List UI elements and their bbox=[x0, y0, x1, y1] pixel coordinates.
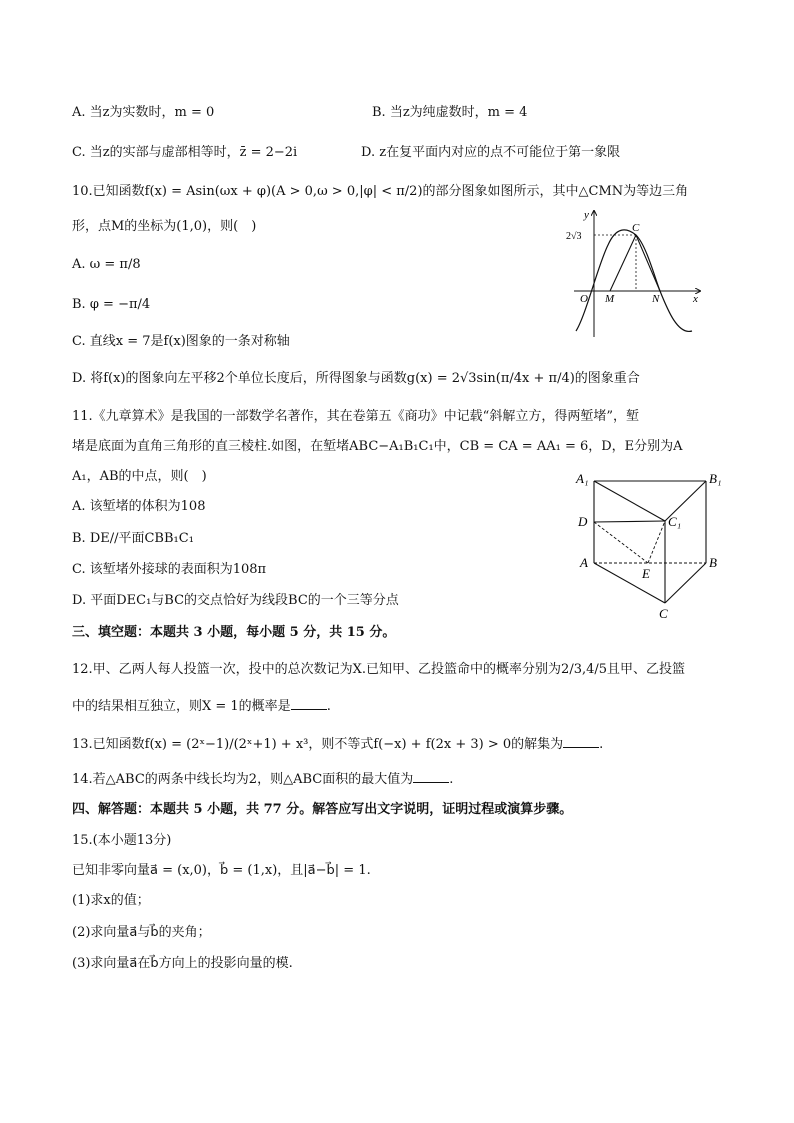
label-d: D bbox=[578, 514, 588, 529]
q9-option-c: C. 当z的实部与虚部相等时，z̄ = 2−2i bbox=[72, 145, 298, 160]
label-e: E bbox=[642, 566, 650, 581]
label-c: C bbox=[632, 222, 640, 234]
q10-sine-graph-figure bbox=[560, 205, 710, 340]
q15-part-3: (3)求向量a⃗在b⃗方向上的投影向量的模. bbox=[72, 956, 293, 971]
q15-heading: 15.(本小题13分) bbox=[72, 833, 172, 848]
label-ymax: 2√3 bbox=[566, 231, 582, 242]
label-a1: A₁ bbox=[576, 471, 589, 486]
label-c: C bbox=[659, 606, 668, 621]
q15-part-2: (2)求向量a⃗与b⃗的夹角； bbox=[72, 925, 211, 940]
q11-stem-line2: 堵是底面为直角三角形的直三棱柱.如图，在堑堵ABC−A₁B₁C₁中，CB = CA = AA₁ = 6，D，E分别为A bbox=[72, 439, 683, 454]
q12-line1: 12.甲、乙两人每人投篮一次，投中的总次数记为X.已知甲、乙投篮命中的概率分别为2/3,4/5且甲、乙投篮 bbox=[72, 662, 686, 677]
q15-stem: 已知非零向量a⃗ = (x,0)，b⃗ = (1,x)，且|a⃗−b⃗| = 1. bbox=[72, 863, 371, 878]
q15-part-1: (1)求x的值； bbox=[72, 893, 150, 908]
q14-line: 14.若△ABC的两条中线长均为2，则△ABC面积的最大值为 . bbox=[72, 769, 453, 789]
q9-option-b: B. 当z为纯虚数时，m = 4 bbox=[372, 105, 528, 120]
label-b1: B₁ bbox=[709, 471, 722, 486]
answer-blank bbox=[413, 769, 449, 783]
q11-stem-line3: A₁，AB的中点，则( ) bbox=[72, 469, 207, 484]
label-m: M bbox=[605, 293, 615, 305]
label-n: N bbox=[652, 293, 660, 305]
q11-option-c: C. 该堑堵外接球的表面积为108π bbox=[72, 562, 267, 577]
label-b: B bbox=[709, 555, 717, 570]
label-a: A bbox=[580, 555, 588, 570]
q11-prism-figure bbox=[574, 464, 734, 622]
q10-stem-line1: 10.已知函数f(x) = Asin(ωx + φ)(A > 0,ω > 0,|φ| < π/2)的部分图象如图所示，其中△CMN为等边三角 bbox=[72, 184, 689, 199]
q9-option-a: A. 当z为实数时，m = 0 bbox=[72, 105, 215, 120]
triangle-side-cn bbox=[636, 235, 660, 291]
label-y: y bbox=[584, 209, 589, 221]
q10-option-a: A. ω = π/8 bbox=[72, 257, 141, 272]
answer-blank bbox=[291, 696, 327, 710]
q12-line2: 中的结果相互独立，则X = 1的概率是 . bbox=[72, 696, 331, 716]
q13-line: 13.已知函数f(x) = (2ˣ−1)/(2ˣ+1) + x³，则不等式f(−x) + f(2x + 3) > 0的解集为 . bbox=[72, 734, 603, 754]
label-x: x bbox=[693, 293, 698, 305]
sine-curve bbox=[576, 230, 692, 332]
q10-option-c: C. 直线x = 7是f(x)图象的一条对称轴 bbox=[72, 334, 290, 349]
label-c1: C₁ bbox=[668, 514, 682, 529]
label-o: O bbox=[580, 293, 588, 305]
answer-blank bbox=[563, 734, 599, 748]
section-4-heading: 四、解答题：本题共 5 小题，共 77 分。解答应写出文字说明，证明过程或演算步骤。 bbox=[72, 802, 573, 817]
q11-option-d: D. 平面DEC₁与BC的交点恰好为线段BC的一个三等分点 bbox=[72, 593, 399, 608]
q10-option-d: D. 将f(x)的图象向左平移2个单位长度后，所得图象与函数g(x) = 2√3sin(π/4x + π/4)的图象重合 bbox=[72, 371, 640, 386]
q10-option-b: B. φ = −π/4 bbox=[72, 297, 151, 312]
section-3-heading: 三、填空题：本题共 3 小题，每小题 5 分，共 15 分。 bbox=[72, 625, 396, 640]
q11-option-b: B. DE//平面CBB₁C₁ bbox=[72, 531, 194, 546]
q9-option-d: D. z在复平面内对应的点不可能位于第一象限 bbox=[361, 145, 621, 160]
q11-option-a: A. 该堑堵的体积为108 bbox=[72, 499, 206, 514]
q10-stem-line2: 形，点M的坐标为(1,0)，则( ) bbox=[72, 219, 257, 234]
q11-stem-line1: 11.《九章算术》是我国的一部数学名著作，其在卷第五《商功》中记载“斜解立方，得两堑堵”，堑 bbox=[72, 409, 639, 424]
triangle-side-cm bbox=[610, 235, 636, 291]
